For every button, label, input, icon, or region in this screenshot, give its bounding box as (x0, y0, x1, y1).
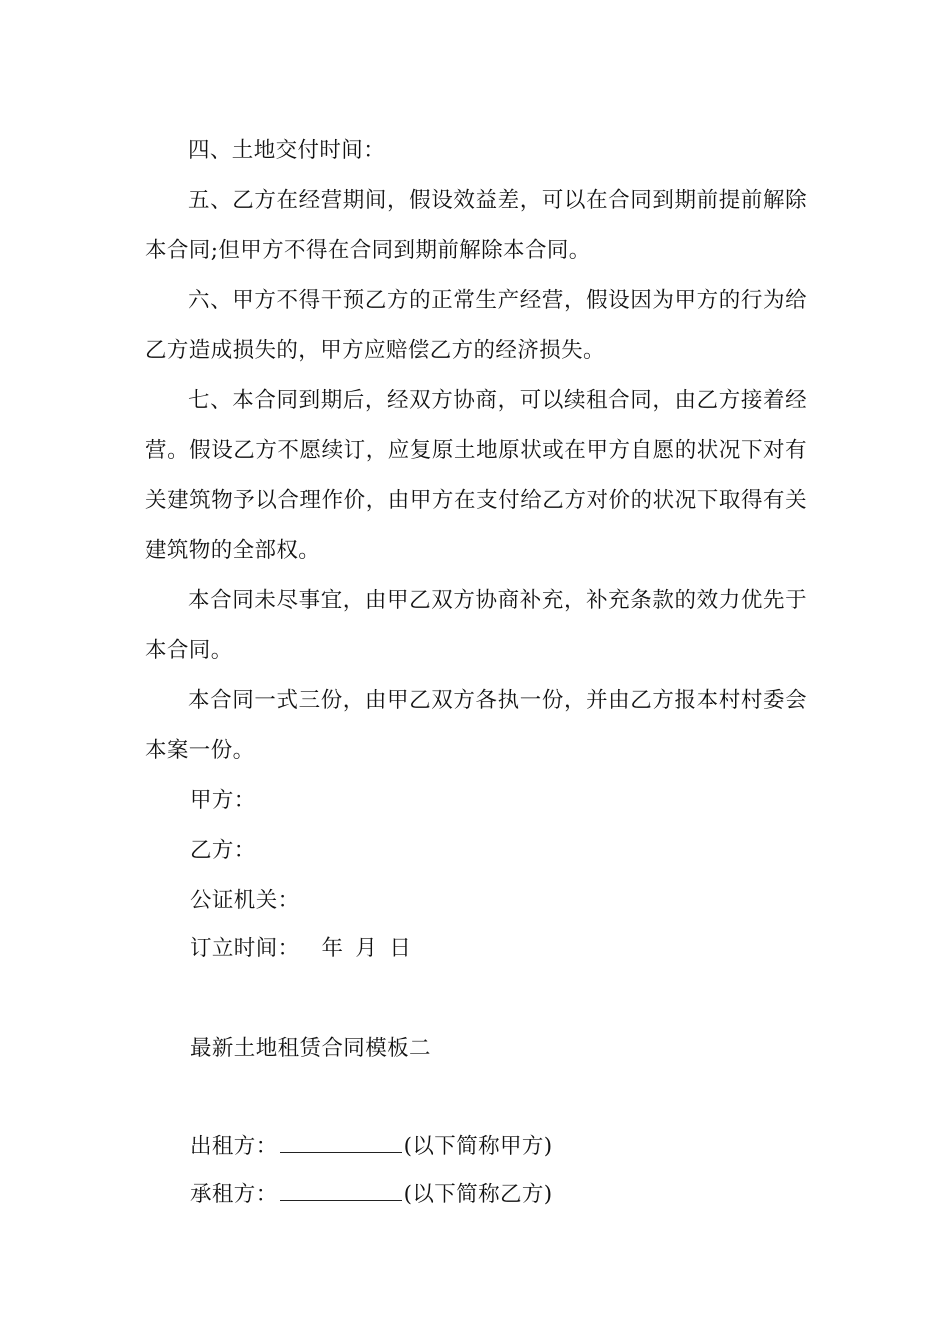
date-label: 订立时间： (190, 936, 300, 961)
lessee-suffix: (以下简称乙方) (403, 1182, 553, 1207)
signature-date (190, 924, 411, 974)
clause-4: 四、土地交付时间： (188, 138, 386, 163)
clause-copies: 本合同一式三份，由甲乙双方各执一份，并由乙方报本村村委会本案一份。 (145, 688, 807, 763)
signature-party-b: 乙方： (190, 838, 256, 863)
date-month: 月 (355, 936, 378, 961)
second-contract-title: 最新土地租赁合同模板二 (190, 1036, 431, 1061)
clause-supplement: 本合同未尽事宜，由甲乙双方协商补充，补充条款的效力优先于本合同。 (145, 588, 807, 663)
date-year: 年 (321, 936, 344, 961)
clause-5: 五、乙方在经营期间，假设效益差，可以在合同到期前提前解除本合同;但甲方不得在合同到期前解除本合同。 (145, 188, 807, 263)
lessor-suffix: (以下简称甲方) (403, 1134, 553, 1159)
signature-party-a: 甲方： (190, 788, 256, 813)
date-day: 日 (389, 936, 412, 961)
lessee-label: 承租方： (190, 1182, 278, 1207)
clause-6: 六、甲方不得干预乙方的正常生产经营，假设因为甲方的行为给乙方造成损失的，甲方应赔偿乙方的经济损失。 (145, 288, 807, 363)
signature-notary: 公证机关： (190, 888, 300, 913)
clause-7: 七、本合同到期后，经双方协商，可以续租合同，由乙方接着经营。假设乙方不愿续订，应复原土地原状或在甲方自愿的状况下对有关建筑物予以合理作价，由甲方在支付给乙方对价的状况下取得有关建筑物的全部权。 (145, 388, 807, 563)
lessor-line (190, 1122, 553, 1172)
lessor-blank (280, 1132, 402, 1153)
lessee-line (190, 1170, 553, 1220)
lessee-blank (280, 1180, 402, 1201)
lessor-label: 出租方： (190, 1134, 278, 1159)
